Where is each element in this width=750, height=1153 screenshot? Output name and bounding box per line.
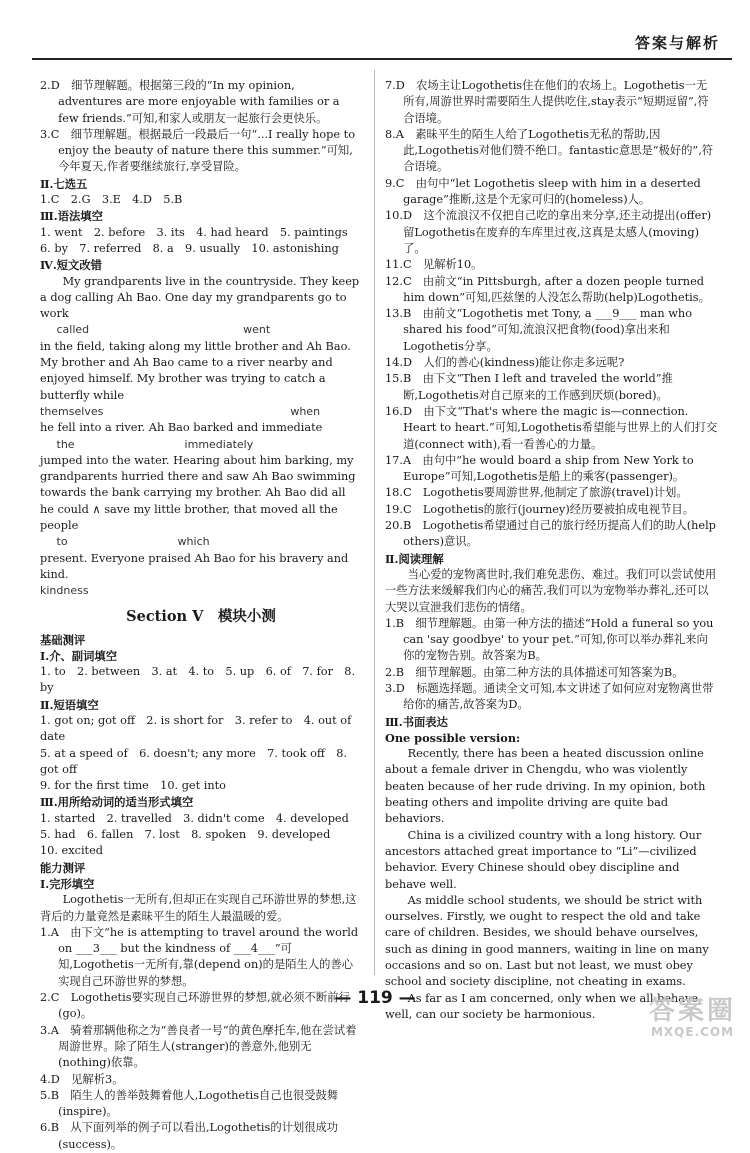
left-paragraph: 2.D 细节理解题。根据第三段的“In my opinion, adventures are more enjoyable with families or a few friends.”可知,和家人或朋友一起旅行会更快乐。 bbox=[40, 79, 340, 125]
right-paragraph: As far as I am concerned, only when we all behave well, can our society be harmonious. bbox=[385, 991, 699, 1021]
left-paragraph: My grandparents live in the countryside. They keep a dog calling Ah Bao. One day my grandparents go to work bbox=[40, 274, 360, 321]
right-paragraph: Recently, there has been a heated discussion online about a female driver in Chengdu, who was violently beaten because of her rude driving. In my opinion, both beating others and impolite driving are quite bad behaviors. bbox=[385, 747, 706, 826]
right-paragraph: Ⅱ.阅读理解 bbox=[385, 551, 444, 566]
right-paragraph: 当心爱的宠物离世时,我们难免悲伤、难过。我们可以尝试使用一些方法来缓解我们内心的痛苦,我们可以为宠物举办葬礼,还可以大哭以宣泄我们悲伤的情绪。 bbox=[385, 567, 717, 614]
left-paragraph: 5.B 陌生人的善举鼓舞着他人,Logothetis自己也很受鼓舞(inspire)。 bbox=[40, 1088, 339, 1119]
left-paragraph: 1. got on; got off 2. is short for 3. refer to 4. out of date bbox=[40, 713, 352, 744]
right-paragraph: 3.D 标题选择题。通读全文可知,本文讲述了如何应对宠物离世带给你的痛苦,故答案为D。 bbox=[385, 681, 714, 712]
right-paragraph: 20.B Logothetis希望通过自己的旅行经历提高人们的助人(help others)意识。 bbox=[385, 519, 716, 549]
left-paragraph: Ⅰ.介、副词填空 bbox=[40, 648, 117, 663]
left-paragraph: present. Everyone praised Ah Bao for his bravery and kind. bbox=[40, 551, 349, 581]
left-paragraph: 10. excited bbox=[40, 844, 104, 858]
left-paragraph: 能力测评 bbox=[40, 860, 86, 875]
left-paragraph: Section Ⅴ 模块小测 bbox=[126, 607, 276, 625]
right-paragraph: 17.A 由句中“he would board a ship from New York to Europe”可知,Logothetis是船上的乘客(passenger)。 bbox=[385, 453, 694, 484]
page-number: — 119 — bbox=[334, 988, 416, 1008]
left-paragraph: 1. went 2. before 3. its 4. had heard 5. paintings bbox=[40, 225, 348, 239]
left-paragraph: 4.D 见解析3。 bbox=[40, 1072, 124, 1086]
left-paragraph: 6.B 从下面列举的例子可以看出,Logothetis的计划很成功(success)。 bbox=[40, 1121, 339, 1151]
left-paragraph: 1. started 2. travelled 3. didn't come 4. developed bbox=[40, 811, 349, 825]
right-paragraph: 15.B 由下文“Then I left and traveled the world”推断,Logothetis对自己原来的工作感到厌烦(bored)。 bbox=[385, 372, 673, 402]
watermark-logo: 答案圈 MXQE.COM bbox=[648, 996, 736, 1039]
left-paragraph: 5. had 6. fallen 7. lost 8. spoken 9. developed bbox=[40, 828, 331, 842]
left-paragraph: to which bbox=[56, 535, 210, 549]
left-paragraph: 9. for the first time 10. get into bbox=[40, 779, 226, 793]
right-column bbox=[385, 78, 718, 1023]
right-paragraph: 13.B 由前文“Logothetis met Tony, a ___9___ man who shared his food”可知,流浪汉把食物(food)拿出来和Logothetis分享。 bbox=[385, 307, 692, 353]
left-paragraph: kindness bbox=[40, 584, 89, 598]
right-paragraph: One possible version: bbox=[385, 730, 521, 745]
left-paragraph: the immediately bbox=[56, 437, 254, 451]
right-paragraph: 7.D 农场主让Logothetis住在他们的农场上。Logothetis一无所有,周游世界时需要陌生人提供吃住,stay表示“短期逗留”,符合语境。 bbox=[385, 79, 709, 125]
left-paragraph: Ⅲ.语法填空 bbox=[40, 209, 103, 224]
left-paragraph: Logothetis一无所有,但却正在实现自己环游世界的梦想,这背后的力量竟然是素昧平生的陌生人最温暖的爱。 bbox=[40, 893, 357, 923]
right-paragraph: China is a civilized country with a long history. Our ancestors attached great importance to “Li”—civilized behavior. Every Chinese should obey discipline and behave well. bbox=[385, 828, 702, 891]
right-paragraph: 12.C 由前文“in Pittsburgh, after a dozen people turned him down”可知,匹兹堡的人没怎么帮助(help)Logothetis。 bbox=[385, 274, 710, 304]
left-paragraph: Ⅱ.七选五 bbox=[40, 176, 88, 191]
left-paragraph: Ⅳ.短文改错 bbox=[40, 258, 102, 273]
column-divider bbox=[374, 70, 375, 975]
right-paragraph: 14.D 人们的善心(kindness)能让你走多远呢? bbox=[385, 356, 625, 370]
header-title: 答案与解析 bbox=[634, 34, 720, 52]
page-header bbox=[0, 0, 750, 62]
right-paragraph: 16.D 由下文“That's where the magic is—connection. Heart to heart.”可知,Logothetis希望能与世界上的人们打交道(connect with),看一看善心的力量。 bbox=[385, 404, 718, 451]
left-paragraph: 3.C 细节理解题。根据最后一段最后一句“...I really hope to enjoy the beauty of nature there this summer.”可知,今年夏天,作者要继续旅行,享受冒险。 bbox=[40, 127, 356, 174]
right-paragraph: 19.C Logothetis的旅行(journey)经历要被拍成电视节目。 bbox=[385, 502, 694, 516]
right-paragraph: 11.C 见解析10。 bbox=[385, 258, 483, 272]
left-paragraph: themselves when bbox=[40, 404, 321, 418]
left-paragraph: 1.C 2.G 3.E 4.D 5.B bbox=[40, 193, 183, 207]
left-paragraph: 1.A 由下文“he is attempting to travel around the world on ___3___ but the kindness of ___4___”可知,Logothetis一无所有,靠(depend on)的是陌生人的善心实现自己环游世界的梦想。 bbox=[40, 925, 359, 988]
left-paragraph: called went bbox=[56, 323, 271, 337]
left-paragraph: Ⅰ.完形填空 bbox=[40, 876, 95, 891]
right-paragraph: 1.B 细节理解题。由第一种方法的描述“Hold a funeral so you can 'say goodbye' to your pet.”可知,你可以举办葬礼来向你的宠物告别。故答案为B。 bbox=[385, 616, 714, 663]
right-paragraph: As middle school students, we should be strict with ourselves. Firstly, we ought to respect the old and take care of children. Besides, we should behave ourselves, such as dining in good manners, waiting in line on many occasions and so on. Last but not least, we must obey school and society discipline, not cheating in exams. bbox=[385, 893, 709, 989]
left-paragraph: 6. by 7. referred 8. a 9. usually 10. astonishing bbox=[40, 241, 339, 255]
left-paragraph: 5. at a speed of 6. doesn't; any more 7. took off 8. got off bbox=[40, 746, 347, 776]
right-paragraph: 9.C 由句中“let Logothetis sleep with him in a deserted garage”推断,这是个无家可归的(homeless)人。 bbox=[385, 176, 701, 207]
left-paragraph: Ⅱ.短语填空 bbox=[40, 697, 99, 712]
right-paragraph: Ⅲ.书面表达 bbox=[385, 714, 448, 729]
left-paragraph: 3.A 骑着那辆他称之为“善良者一号”的黄色摩托车,他在尝试着周游世界。除了陌生人(stranger)的善意外,他别无(nothing)依靠。 bbox=[40, 1023, 357, 1070]
right-paragraph: 8.A 素昧平生的陌生人给了Logothetis无私的帮助,因此,Logothetis对他们赞不绝口。fantastic意思是“极好的”,符合语境。 bbox=[385, 127, 714, 174]
right-paragraph: 2.B 细节理解题。由第二种方法的具体描述可知答案为B。 bbox=[385, 665, 684, 679]
left-paragraph: Ⅲ.用所给动词的适当形式填空 bbox=[40, 795, 194, 810]
right-paragraph: 18.C Logothetis要周游世界,他制定了旅游(travel)计划。 bbox=[385, 486, 688, 500]
left-paragraph: 2.C Logothetis要实现自己环游世界的梦想,就必须不断前行(go)。 bbox=[40, 991, 350, 1021]
right-paragraph: 10.D 这个流浪汉不仅把自己吃的拿出来分享,还主动提出(offer)留Logothetis在废弃的车库里过夜,这真是太感人(moving)了。 bbox=[385, 209, 712, 255]
left-paragraph: jumped into the water. Hearing about him barking, my grandparents hurried there and saw Ah Bao swimming towards the bank carrying my brother. Ah Bao did all he could ∧ save my little brother, that moved all the people bbox=[40, 453, 356, 533]
left-paragraph: he fell into a river. Ah Bao barked and immediate bbox=[40, 421, 323, 435]
header-rule bbox=[32, 58, 732, 60]
left-paragraph: in the field, taking along my little brother and Ah Bao. My brother and Ah Bao came to a river nearby and enjoyed himself. My brother was trying to catch a butterfly while bbox=[40, 339, 351, 402]
left-paragraph: 1. to 2. between 3. at 4. to 5. up 6. of 7. for 8. by bbox=[40, 665, 356, 695]
left-paragraph: 基础测评 bbox=[40, 632, 86, 647]
